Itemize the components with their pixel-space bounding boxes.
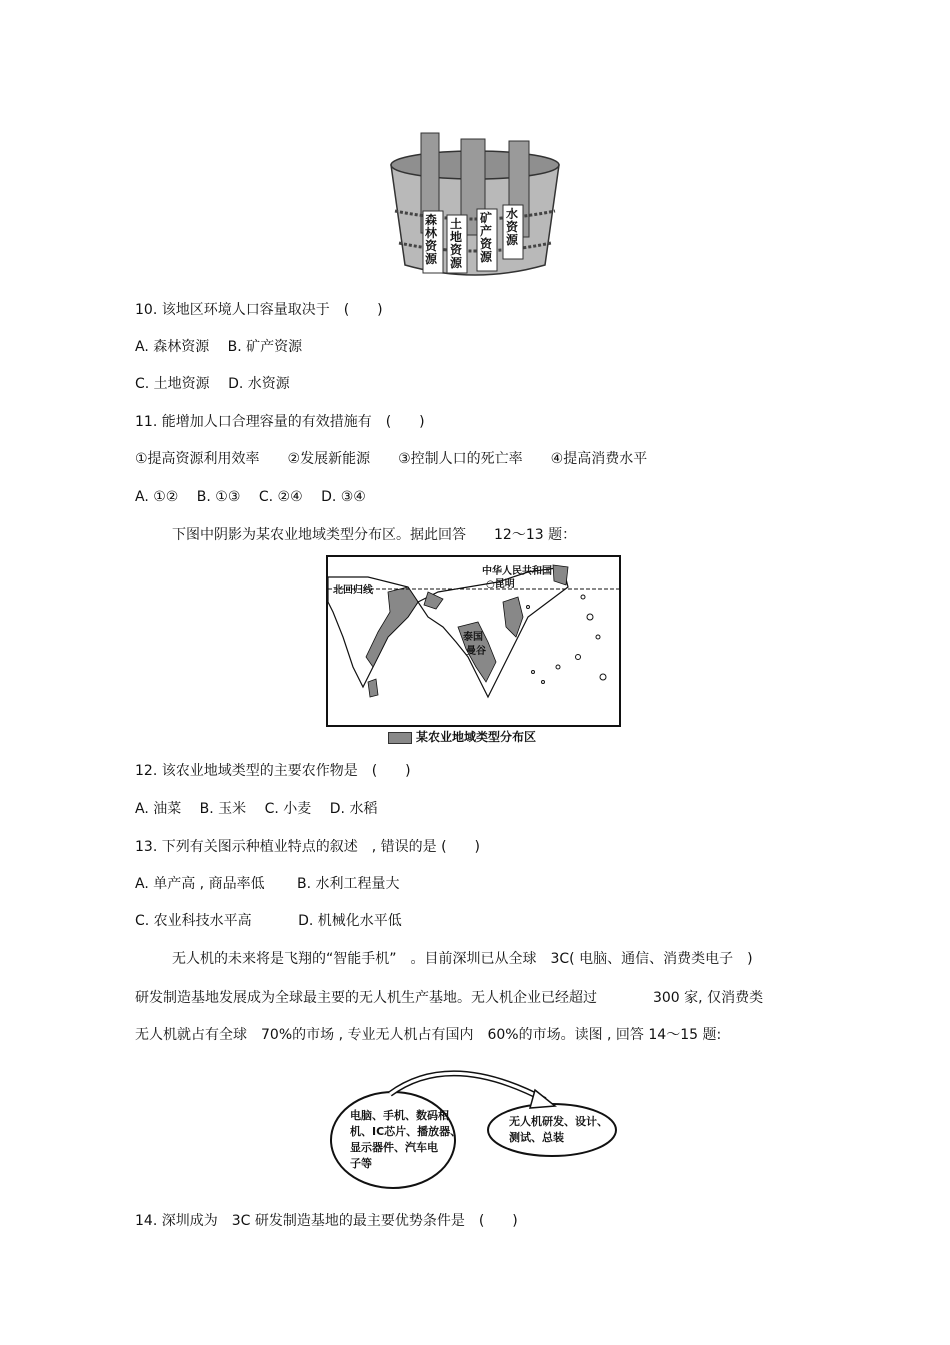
- legend-swatch: [388, 732, 412, 744]
- q13-options-ab: A. 单产高 , 商品率低 B. 水利工程量大: [135, 876, 400, 892]
- intro-14-15-line3: 无人机就占有全球 70%的市场 , 专业无人机占有国内 60%的市场。读图 , 回答 14～15 题:: [135, 1027, 722, 1043]
- map-label-kunming: ○昆明: [486, 579, 515, 590]
- q11-options: A. ①② B. ①③ C. ②④ D. ③④: [135, 489, 366, 505]
- flow-left-line-4: 子等: [350, 1157, 372, 1170]
- intro-14-15-line2: 研发制造基地发展成为全球最主要的无人机生产基地。无人机企业已经超过 300 家, 仅消费类: [135, 990, 764, 1006]
- intro-12-13: 下图中阴影为某农业地域类型分布区。据此回答 12～13 题：: [172, 527, 577, 543]
- map-label-china: 中华人民共和国: [482, 566, 552, 577]
- map-label-bangkok: 曼谷: [466, 646, 486, 657]
- q10-options-cd: C. 土地资源 D. 水资源: [135, 376, 290, 392]
- q12-stem: 12. 该农业地域类型的主要农作物是 ( ): [135, 763, 411, 779]
- intro-14-15-line1: 无人机的未来将是飞翔的“智能手机” 。目前深圳已从全球 3C( 电脑、通信、消费类电子 ): [172, 951, 753, 967]
- q12-options: A. 油菜 B. 玉米 C. 小麦 D. 水稻: [135, 801, 378, 817]
- stave-label-land: 土地资源: [450, 217, 463, 270]
- q10-options-ab: A. 森林资源 B. 矿产资源: [135, 339, 303, 355]
- stave-label-water: 水资源: [506, 207, 519, 247]
- flow-left-line-3: 显示器件、汽车电: [350, 1141, 438, 1154]
- flow-left-line-1: 电脑、手机、数码相: [350, 1109, 449, 1122]
- q13-stem: 13. 下列有关图示种植业特点的叙述 , 错误的是 ( ): [135, 839, 480, 855]
- q10-stem: 10. 该地区环境人口容量取决于 ( ): [135, 302, 383, 318]
- flow-left-line-2: 机、IC芯片、播放器、: [350, 1125, 462, 1138]
- map-label-kunming-text: 昆明: [494, 579, 515, 590]
- flow-right-line-2: 测试、总装: [509, 1131, 564, 1144]
- q11-stem: 11. 能增加人口合理容量的有效措施有 ( ): [135, 414, 425, 430]
- map-label-tropic: 北回归线: [333, 585, 373, 596]
- q14-stem: 14. 深圳成为 3C 研发制造基地的最主要优势条件是 ( ): [135, 1213, 518, 1229]
- legend-label: 某农业地域类型分布区: [416, 730, 537, 744]
- flow-left-text: [350, 1108, 461, 1172]
- stave-label-mineral: 矿产资源: [480, 211, 493, 264]
- barrel-figure: [385, 125, 565, 285]
- flow-right-text: [509, 1114, 608, 1146]
- q13-options-cd: C. 农业科技水平高 D. 机械化水平低: [135, 913, 402, 929]
- q11-items: ①提高资源利用效率 ②发展新能源 ③控制人口的死亡率 ④提高消费水平: [135, 451, 648, 467]
- flow-right-line-1: 无人机研发、设计、: [509, 1115, 608, 1128]
- map-label-thailand: 泰国: [463, 632, 483, 643]
- stave-label-forest: 森林资源: [425, 213, 438, 266]
